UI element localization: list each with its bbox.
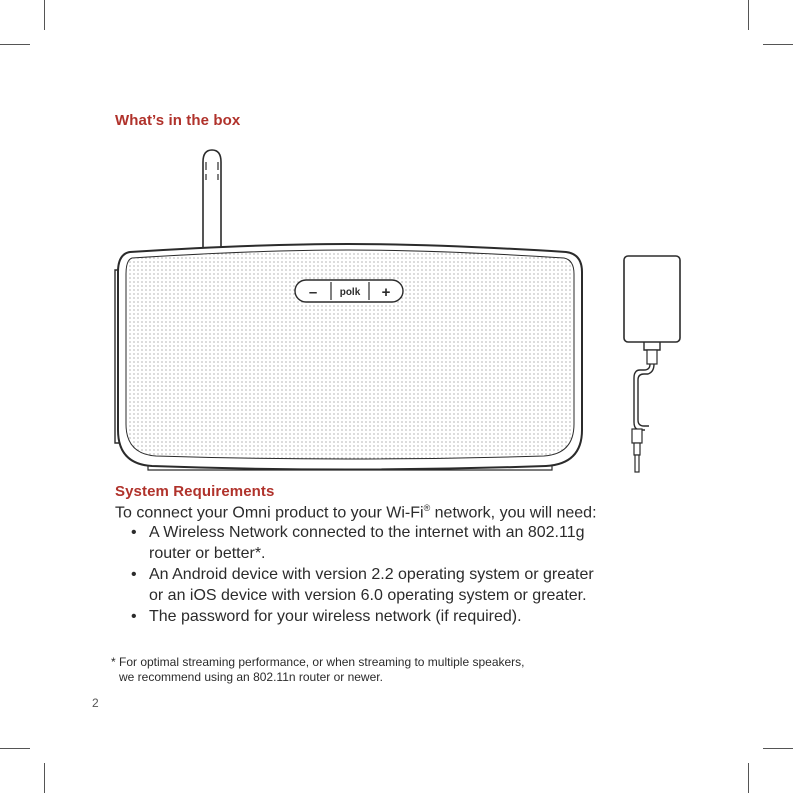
box-contents-illustration (108, 140, 688, 475)
crop-mark (0, 748, 30, 749)
list-item-line: An Android device with version 2.2 operating system or greater (149, 566, 594, 583)
crop-mark (748, 763, 749, 793)
antenna (203, 150, 221, 250)
footnote (111, 655, 631, 685)
footnote-line: we recommend using an 802.11n router or newer. (119, 670, 383, 684)
bullet: • (131, 608, 137, 625)
crop-mark (748, 0, 749, 30)
requirements-intro (115, 503, 597, 522)
speaker-controls (295, 280, 403, 302)
list-item (115, 522, 669, 564)
volume-up-label: + (381, 284, 391, 301)
list-item-line: router or better*. (149, 545, 266, 562)
crop-mark (44, 763, 45, 793)
crop-mark (763, 44, 793, 45)
omni-speaker (115, 244, 582, 470)
bullet: • (131, 566, 137, 583)
list-item-line: or an iOS device with version 6.0 operating system or greater. (149, 587, 587, 604)
volume-down-label: – (308, 284, 318, 301)
whats-in-the-box-heading: What’s in the box (115, 112, 241, 129)
system-requirements-heading: System Requirements (115, 483, 275, 500)
polk-logo: polk (339, 287, 361, 298)
list-item (115, 606, 669, 627)
page-number: 2 (92, 696, 99, 710)
power-adapter (624, 256, 680, 472)
crop-mark (763, 748, 793, 749)
registered-mark: ® (423, 503, 431, 513)
bullet: • (131, 524, 137, 541)
list-item-line: A Wireless Network connected to the internet with an 802.11g (149, 524, 585, 541)
intro-text-start: To connect your Omni product to your Wi-Fi (115, 504, 424, 522)
requirements-list (115, 522, 669, 627)
footnote-line: * For optimal streaming performance, or when streaming to multiple speakers, (111, 655, 525, 669)
crop-mark (0, 44, 30, 45)
crop-mark (44, 0, 45, 30)
intro-text-end: network, you will need: (430, 504, 597, 522)
list-item (115, 564, 669, 606)
list-item-line: The password for your wireless network (if required). (149, 608, 522, 625)
